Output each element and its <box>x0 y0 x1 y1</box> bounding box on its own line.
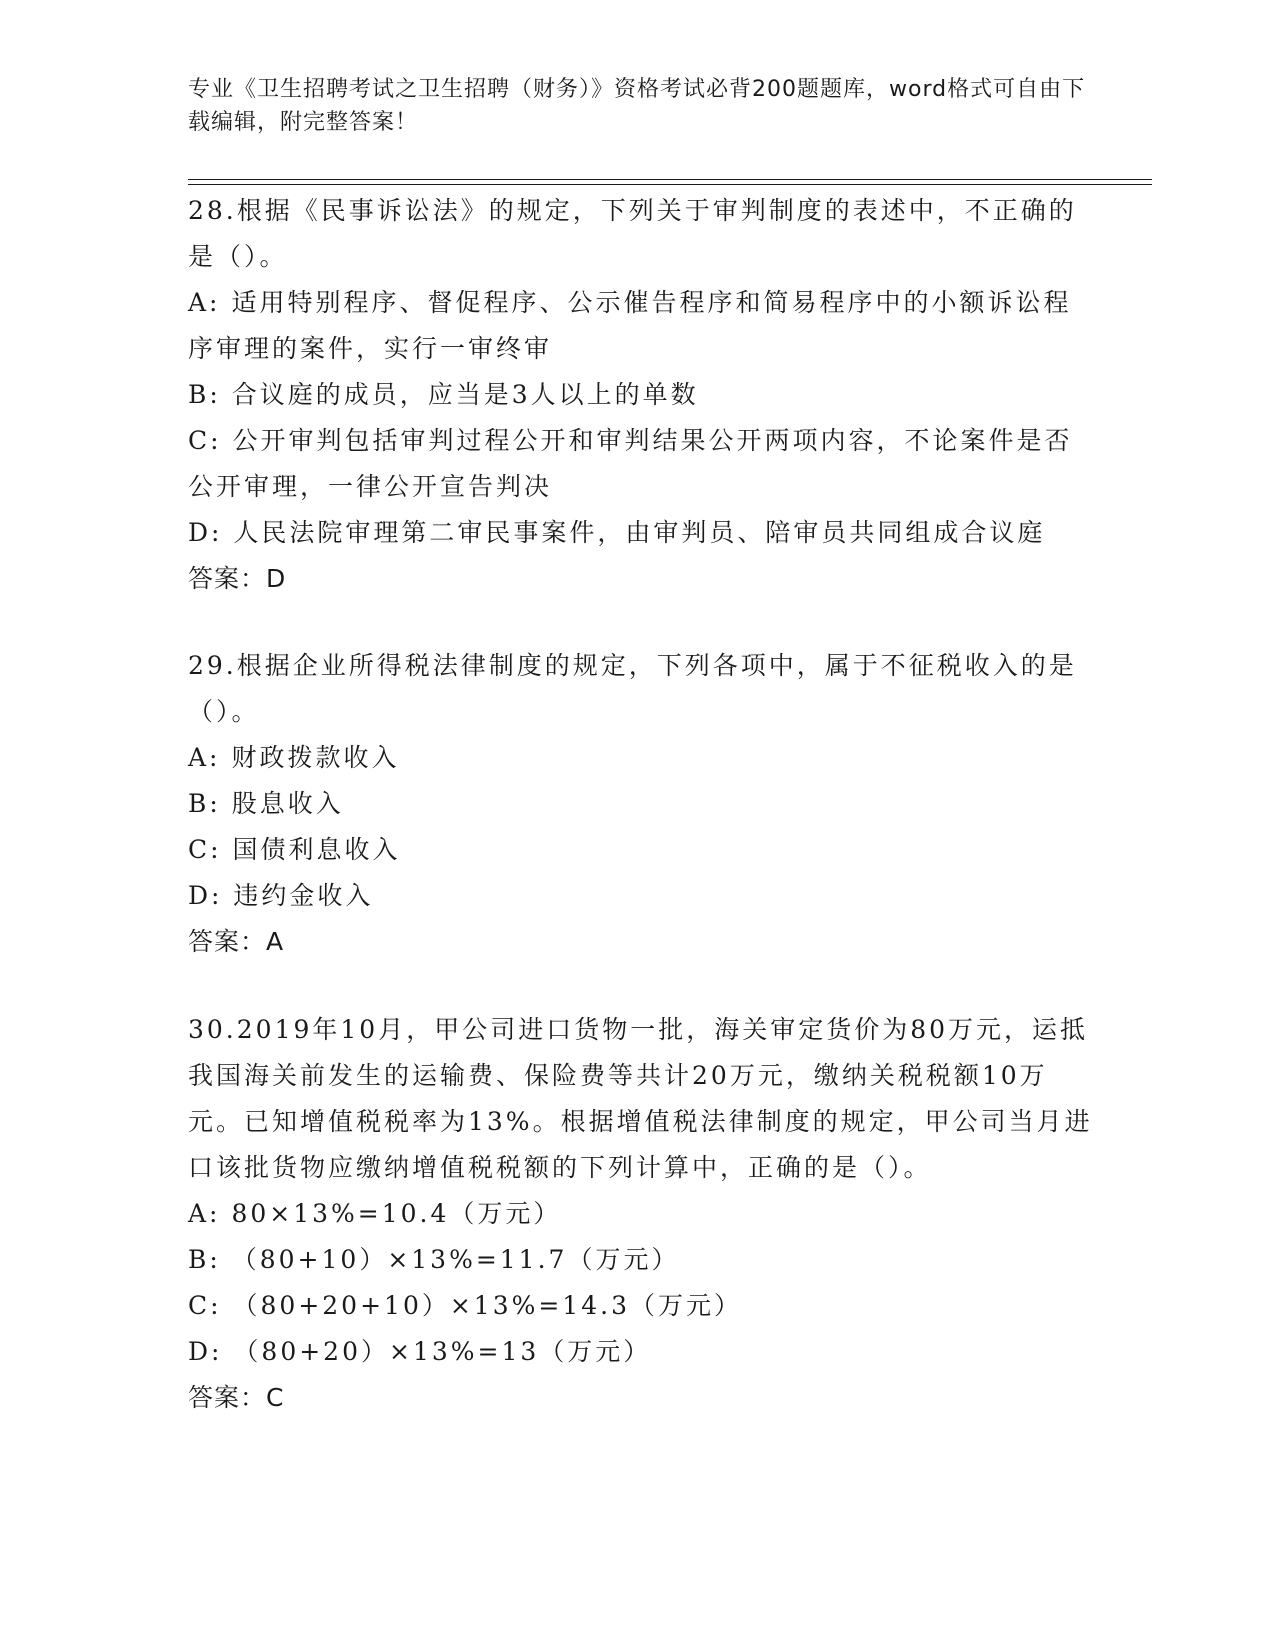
option-b <box>188 781 1098 827</box>
option-key: C: <box>188 426 222 455</box>
option-c <box>188 827 1098 873</box>
option-text: 80×13%=10.4（万元） <box>231 1199 562 1228</box>
question-stem: 29.根据企业所得税法律制度的规定，下列各项中，属于不征税收入的是（）。 <box>188 651 1077 726</box>
option-a <box>188 1191 1098 1237</box>
option-b <box>188 372 1098 418</box>
option-text: 财政拨款收入 <box>231 743 400 772</box>
option-key: B: <box>188 1245 221 1274</box>
option-d <box>188 873 1098 919</box>
header-divider-top <box>188 179 1152 180</box>
question-stem: 30.2019年10月，甲公司进口货物一批，海关审定货价为80万元，运抵我国海关前发生的运输费、保险费等共计20万元，缴纳关税税额10万元。已知增值税税率为13%。根据增值税法律制度的规定，甲公司当月进口该批货物应缴纳增值税税额的下列计算中，正确的是（）。 <box>188 1015 1093 1182</box>
option-c <box>188 418 1098 510</box>
option-key: C: <box>188 835 222 864</box>
option-key: B: <box>188 380 221 409</box>
option-d <box>188 510 1098 556</box>
option-key: A: <box>188 1199 221 1228</box>
option-text: 合议庭的成员，应当是3人以上的单数 <box>231 380 699 409</box>
answer-line: 答案：C <box>188 1383 285 1412</box>
option-text: 国债利息收入 <box>232 835 401 864</box>
option-key: D: <box>188 518 223 547</box>
option-text: （80+20+10）×13%=14.3（万元） <box>232 1291 742 1320</box>
option-key: A: <box>188 288 221 317</box>
option-text: 适用特别程序、督促程序、公示催告程序和简易程序中的小额诉讼程序审理的案件，实行一审终审 <box>188 288 1072 363</box>
option-key: A: <box>188 743 221 772</box>
question-stem: 28.根据《民事诉讼法》的规定，下列关于审判制度的表述中，不正确的是（）。 <box>188 196 1077 271</box>
document-header: 专业《卫生招聘考试之卫生招聘（财务）》资格考试必背200题题库，word格式可自由下载编辑，附完整答案！ <box>188 77 1086 135</box>
answer-line: 答案：D <box>188 564 287 593</box>
option-c <box>188 1283 1098 1329</box>
header-divider-bottom <box>188 184 1152 185</box>
question-28 <box>188 188 1098 602</box>
option-text: 股息收入 <box>231 789 344 818</box>
question-30 <box>188 1007 1098 1421</box>
option-a <box>188 280 1098 372</box>
option-text: （80+20）×13%=13（万元） <box>233 1337 652 1366</box>
question-29 <box>188 643 1098 965</box>
option-key: C: <box>188 1291 222 1320</box>
option-text: 人民法院审理第二审民事案件，由审判员、陪审员共同组成合议庭 <box>233 518 1046 547</box>
option-text: （80+10）×13%=11.7（万元） <box>231 1245 680 1274</box>
option-b <box>188 1237 1098 1283</box>
option-a <box>188 735 1098 781</box>
option-d <box>188 1329 1098 1375</box>
option-key: D: <box>188 881 223 910</box>
answer-line: 答案：A <box>188 927 285 956</box>
option-key: D: <box>188 1337 223 1366</box>
option-key: B: <box>188 789 221 818</box>
option-text: 公开审判包括审判过程公开和审判结果公开两项内容，不论案件是否公开审理，一律公开宣告判决 <box>188 426 1073 501</box>
option-text: 违约金收入 <box>233 881 374 910</box>
